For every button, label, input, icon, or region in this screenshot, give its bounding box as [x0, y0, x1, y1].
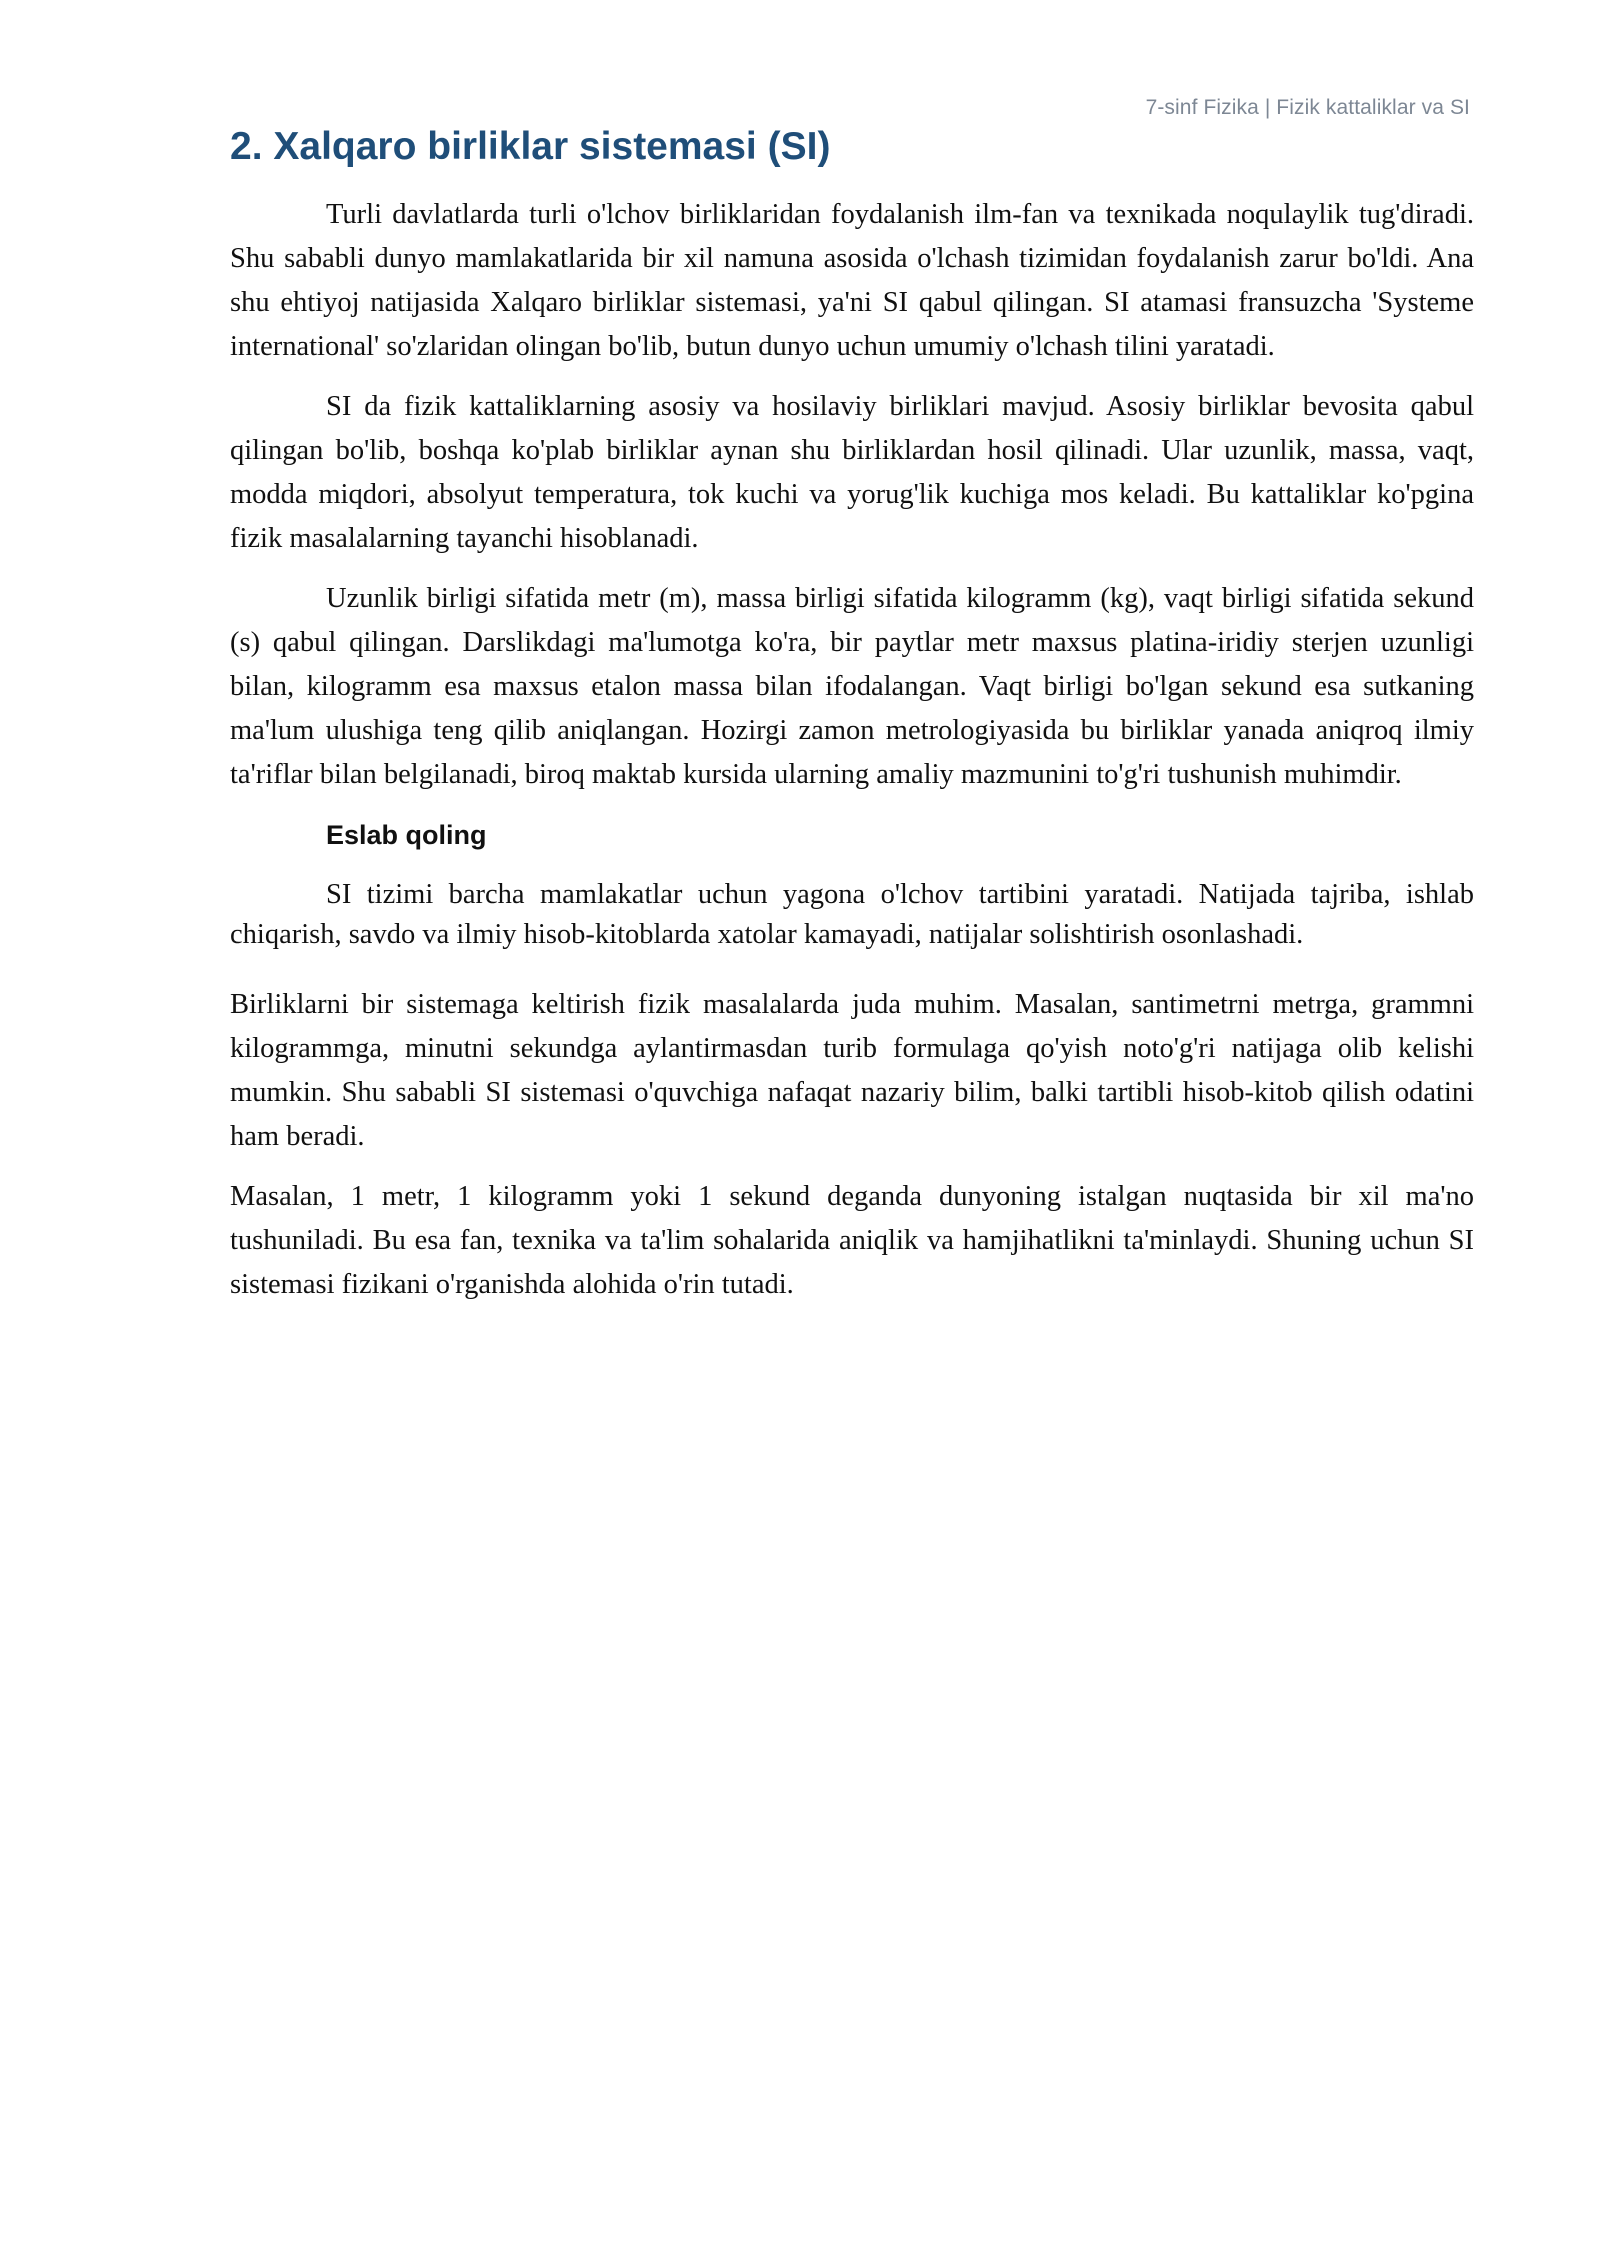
running-header: 7-sinf Fizika | Fizik kattaliklar va SI: [1145, 96, 1470, 119]
paragraph-base-units: SI da fizik kattaliklarning asosiy va hosilaviy birliklari mavjud. Asosiy birliklar bevosita qabul qilingan bo'lib, boshqa ko'plab birliklar aynan shu birliklardan hosil qilinadi. Ular uzunlik, massa, vaqt, modda miqdori, absolyut temperatura, tok kuchi va yorug'lik kuchiga mos keladi. Bu kattaliklar ko'pgina fizik masalalarning tayanchi hisoblanadi.: [230, 390, 1474, 554]
paragraph-conclusion: Masalan, 1 metr, 1 kilogramm yoki 1 sekund deganda dunyoning istalgan nuqtasida bir xil ma'no tushuniladi. Bu esa fan, texnika va ta'lim sohalarida aniqlik va hamjihatlikni ta'minlaydi. Shuning uchun SI sistemasi fizikani o'rganishda alohida o'rin tutadi.: [230, 1180, 1474, 1300]
paragraph-unit-conversion: Birliklarni bir sistemaga keltirish fizik masalalarda juda muhim. Masalan, santimetrni metrga, grammni kilogrammga, minutni sekundga aylantirmasdan turib formulaga qo'yish noto'g'ri natijaga olib kelishi mumkin. Shu sababli SI sistemasi o'quvchiga nafaqat nazariy bilim, balki tartibli hisob-kitob qilish odatini ham beradi.: [230, 988, 1474, 1152]
paragraph-unit-definitions: Uzunlik birligi sifatida metr (m), massa birligi sifatida kilogramm (kg), vaqt birligi sifatida sekund (s) qabul qilingan. Darslikdagi ma'lumotga ko'ra, bir paytlar metr maxsus platina-iridiy sterjen uzunligi bilan, kilogramm esa maxsus etalon massa bilan ifodalangan. Vaqt birligi bo'lgan sekund esa sutkaning ma'lum ulushiga teng qilib aniqlangan. Hozirgi zamon metrologiyasida bu birliklar yanada aniqroq ilmiy ta'riflar bilan belgilanadi, biroq maktab kursida ularning amaliy mazmunini to'g'ri tushunish muhimdir.: [230, 582, 1474, 790]
note-label: Eslab qoling: [326, 819, 487, 850]
paragraph-intro: Turli davlatlarda turli o'lchov birliklaridan foydalanish ilm-fan va texnikada noqulaylik tug'diradi. Shu sababli dunyo mamlakatlarida bir xil namuna asosida o'lchash tizimidan foydalanish zarur bo'ldi. Ana shu ehtiyoj natijasida Xalqaro birliklar sistemasi, ya'ni SI qabul qilingan. SI atamasi fransuzcha 'Systeme international' so'zlaridan olingan bo'lib, butun dunyo uchun umumiy o'lchash tilini yaratadi.: [230, 198, 1474, 362]
section-content: [230, 124, 1474, 1323]
section-title: 2. Xalqaro birliklar sistemasi (SI): [230, 125, 831, 168]
note-text: SI tizimi barcha mamlakatlar uchun yagona o'lchov tartibini yaratadi. Natijada tajriba, ishlab chiqarish, savdo va ilmiy hisob-kitoblarda xatolar kamayadi, natijalar solishtirish osonlashadi.: [230, 878, 1474, 950]
